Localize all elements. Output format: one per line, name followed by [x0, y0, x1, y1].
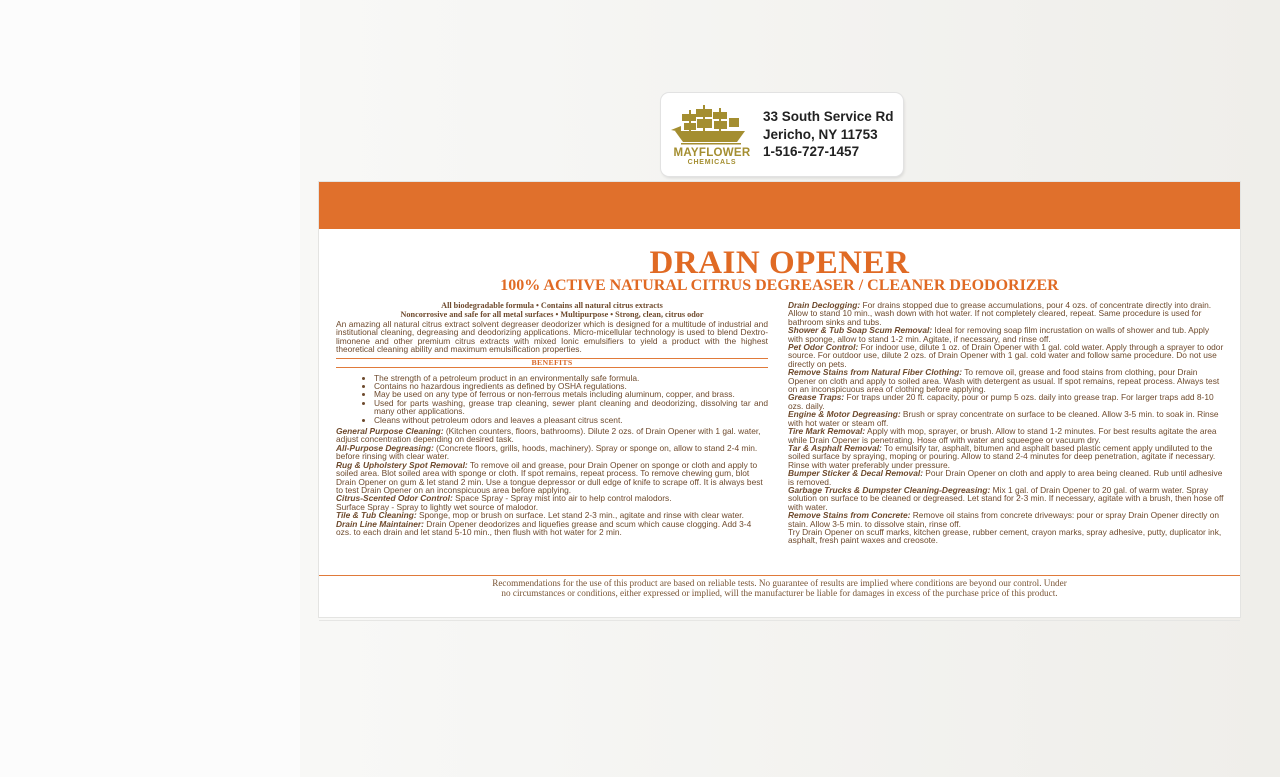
usage-text: To emulsify tar, asphalt, bitumen and asphalt based plastic cement apply undiluted to the soiled surface by spraying, moping or pouring. Allow to stand 2-4 minutes for deep penetration, agitate if necessary. Rinse with water preferably under pressure. — [788, 442, 1216, 470]
usage-entry — [336, 444, 768, 461]
intro-paragraph: An amazing all natural citrus extract solvent degreaser deodorizer which is designed for a multitude of industrial and institutional cleaning, degreasing and deodorizing applications. Micro-micellular technology is used to blend Dextro-limonene and other premium citrus extracts with mixed Ionic emulsifiers to yield a product with the highest theoretical cleaning ability and maximum emulsification properties. — [336, 319, 768, 355]
usage-text: Space Spray - Spray mist into air to help control malodors. — [452, 493, 672, 504]
usage-heading: Pet Odor Control: — [788, 342, 859, 353]
usage-entry — [788, 410, 1224, 427]
benefit-item: • May be used on any type of ferrous or non-ferrous metals including aluminum, copper, and brass. — [374, 390, 768, 398]
usage-entry — [788, 427, 1224, 444]
orange-header-band — [319, 182, 1240, 229]
usage-entry — [788, 301, 1224, 326]
usage-heading: Tire Mark Removal: — [788, 426, 866, 437]
benefit-item: • Contains no hazardous ingredients as defined by OSHA regulations. — [374, 382, 768, 390]
usage-entry — [788, 469, 1224, 486]
brand-subtitle: CHEMICALS — [687, 159, 737, 166]
usage-text: (Concrete floors, grills, hoods, machinery). Spray or sponge on, allow to stand 2-4 min. before rinsing with clear water. — [336, 442, 758, 462]
usage-heading: Drain Declogging: — [788, 300, 861, 310]
ship-icon — [667, 102, 757, 148]
usage-entry — [788, 326, 1224, 343]
address-line2: Jericho, NY 11753 — [763, 126, 878, 142]
address-line1: 33 South Service Rd — [763, 109, 894, 124]
highlight-line: Noncorrosive and safe for all metal surfaces • Multipurpose • Strong, clean, citrus odor — [400, 310, 704, 319]
product-title: DRAIN OPENER — [649, 245, 910, 281]
usage-text: Surface Spray - Spray to lightly wet source of malodor. — [336, 501, 539, 512]
usage-entry — [788, 486, 1224, 511]
usage-text: For traps under 20 ft. capacity, pour or pump 5 ozs. daily into grease trap. For larger traps add 8-10 ozs. daily. — [788, 392, 1214, 411]
usage-heading: Engine & Motor Degreasing: — [788, 409, 901, 420]
usage-entry — [336, 427, 768, 444]
usage-entry — [788, 343, 1224, 368]
usage-heading: Bumper Sticker & Decal Removal: — [788, 468, 923, 479]
usage-heading: Rug & Upholstery Spot Removal: — [336, 459, 468, 470]
usage-entry — [788, 368, 1224, 393]
usage-heading: Remove Stains from Natural Fiber Clothing: — [788, 367, 963, 378]
usage-heading: All-Purpose Degreasing: — [336, 442, 434, 453]
usage-heading: Shower & Tub Soap Scum Removal: — [788, 325, 933, 336]
disclaimer-line1: Recommendations for the use of this product are based on reliable tests. No guarantee of results are implied where conditions are beyond our control. Under — [492, 578, 1067, 588]
disclaimer-line2: no circumstances or conditions, either expressed or implied, will the manufacturer be liable for damages in excess of the purchase price of this product. — [501, 588, 1058, 598]
usage-entry — [788, 528, 1224, 545]
usage-text: Try Drain Opener on scuff marks, kitchen grease, rubber cement, crayon marks, spray adhesive, putty, duplicator ink, asphalt, fresh paint waxes and creosote. — [788, 526, 1222, 546]
usage-entry — [788, 511, 1224, 528]
usage-text: Sponge, mop or brush on surface. Let stand 2-3 min., agitate and rinse with clear water. — [416, 510, 744, 521]
usage-text: To remove oil, grease and food stains from clothing, pour Drain Opener on cloth and apply to soiled area. Wash with detergent as usual. If spot remains, repeat process. Always test on an inconspicuous area of clothing before applying. — [788, 367, 1220, 395]
disclaimer — [319, 578, 1240, 598]
sheet-edge — [319, 620, 1240, 621]
usage-heading: Tar & Asphalt Removal: — [788, 442, 882, 453]
benefit-item: • The strength of a petroleum product in an environmentally safe formula. — [374, 374, 768, 382]
usage-heading: Garbage Trucks & Dumpster Cleaning-Degreasing: — [788, 484, 991, 495]
usage-text: Ideal for removing soap film incrustation on walls of shower and tub. Apply with sponge, allow to stand 1-2 min. Agitate, if necessary, and rinse off. — [788, 325, 1210, 344]
mayflower-logo — [667, 102, 757, 168]
usage-entry — [788, 393, 1224, 410]
product-subtitle: 100% ACTIVE NATURAL CITRUS DEGREASER / CLEANER DEODORIZER — [500, 277, 1059, 294]
usage-entry — [336, 461, 768, 495]
usage-text: Remove oil stains from concrete driveways: pour or spray Drain Opener directly on stain. Allow 3-5 min. to dissolve stain, rinse off. — [788, 510, 1220, 529]
usage-text: For drains stopped due to grease accumulations, pour 4 ozs. of concentrate directly into drain. Allow to stand 10 min., wash down with hot water. If not completely cleared, repeat. Same procedure is used for bathroom sinks and tubs. — [788, 300, 1212, 327]
usage-text: To remove oil and grease, pour Drain Opener on sponge or cloth and apply to soiled area. Blot soiled area with sponge or cloth. If spot remains, repeat process. To remove chewing gum, blot Drain Opener on gum & let stand 2 min. Use a tongue depressor or dull edge of knife to scrape off. It is always best to test Drain Opener on an inconspicuous area before applying. — [336, 459, 763, 495]
highlight-line: All biodegradable formula • Contains all natural citrus extracts — [441, 301, 663, 310]
usage-heading: Tile & Tub Cleaning: — [336, 510, 417, 521]
product-label — [319, 182, 1240, 617]
right-column — [788, 301, 1224, 545]
usage-heading: Citrus-Scented Odor Control: — [336, 493, 453, 504]
usage-heading: Drain Line Maintainer: — [336, 518, 424, 529]
usage-heading: General Purpose Cleaning: — [336, 426, 444, 437]
usage-text: Brush or spray concentrate on surface to be cleaned. Allow 3-5 min. to soak in. Rinse with hot water or steam off. — [788, 409, 1219, 428]
benefits-list — [336, 374, 768, 424]
blank-sheet — [0, 0, 300, 777]
usage-heading: Remove Stains from Concrete: — [788, 510, 911, 521]
address-sticker — [661, 93, 903, 176]
benefit-item: • Used for parts washing, grease trap cleaning, sewer plant cleaning and deodorizing, dissolving tar and many other applications. — [374, 399, 768, 416]
usage-text: Pour Drain Opener on cloth and apply to area being cleaned. Rub until adhesive is removed. — [788, 468, 1223, 487]
usage-entry — [788, 444, 1224, 469]
address-block — [763, 108, 894, 161]
usage-text: Apply with mop, sprayer, or brush. Allow to stand 1-2 minutes. For best results agitate the area while Drain Opener is penetrating. Hose off with water and squeegee or vacuum dry. — [788, 426, 1217, 445]
usage-text: (Kitchen counters, floors, bathrooms). Dilute 2 ozs. of Drain Opener with 1 gal. water, adjust concentration depending on desired task. — [336, 426, 761, 445]
benefit-item: • Cleans without petroleum odors and leaves a pleasant citrus scent. — [374, 416, 768, 424]
brand-name: MAYFLOWER — [673, 147, 751, 159]
usage-text: Mix 1 gal. of Drain Opener to 20 gal. of warm water. Spray solution on surface to be cleaned or degreased. Let stand for 2-3 min. If necessary, agitate with a brush, then hose off with water. — [788, 484, 1224, 512]
benefits-heading: BENEFITS — [336, 358, 768, 368]
usage-text: Drain Opener deodorizes and liquefies grease and scum which cause clogging. Add 3-4 ozs. to each drain and let stand 5-10 min., then flush with hot water for 2 min. — [336, 518, 752, 537]
footer-divider — [319, 575, 1240, 576]
left-column — [336, 301, 768, 536]
usage-heading: Grease Traps: — [788, 392, 845, 403]
usage-entry — [336, 520, 768, 537]
phone-number: 1-516-727-1457 — [763, 144, 860, 159]
usage-text: For indoor use, dilute 1 oz. of Drain Opener with 1 gal. cold water. Apply through a sprayer to odor source. For outdoor use, dilute 2 ozs. of Drain Opener with 1 gal. cold water and follow same procedure. Do not use directly on pets. — [788, 342, 1224, 369]
